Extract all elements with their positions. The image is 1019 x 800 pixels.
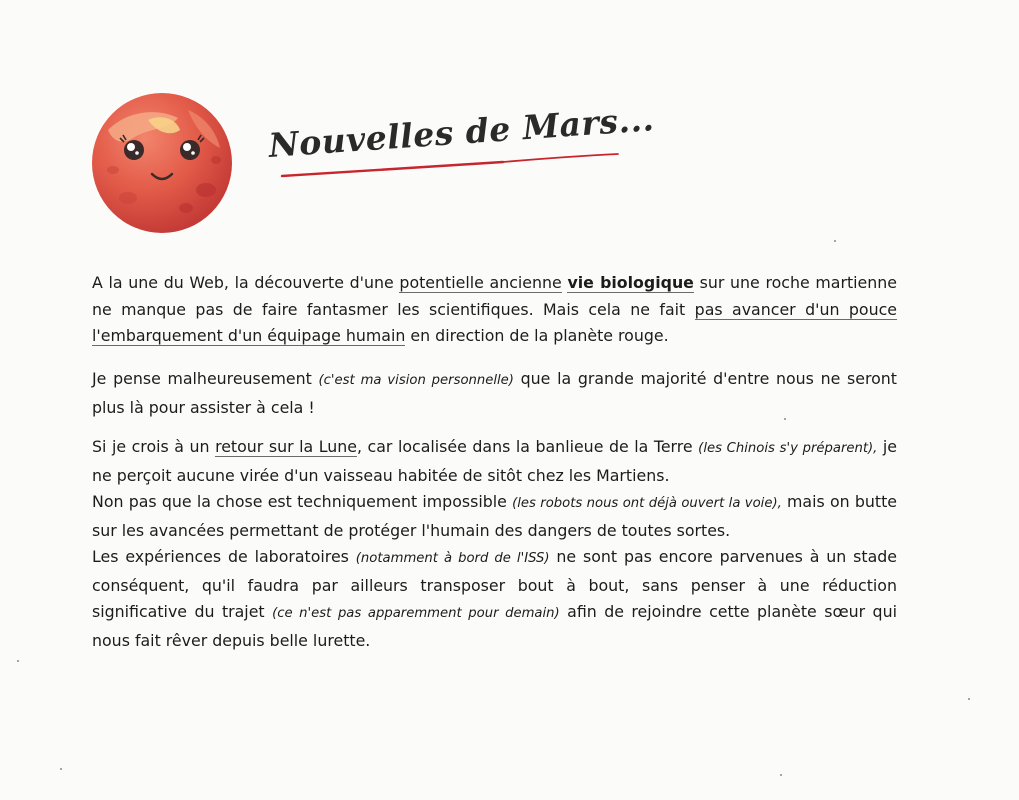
paragraph-intro: [92, 270, 897, 350]
p5-italic-iss: (notamment à bord de l'ISS): [355, 551, 550, 566]
p3-underlined-lune: retour sur la Lune: [215, 437, 357, 456]
scan-speck: [780, 774, 782, 776]
scan-speck: [834, 240, 836, 242]
paragraph-details: [92, 434, 897, 654]
p4-text-a: Non pas que la chose est techniquement impossible: [92, 492, 513, 511]
p1-bold-vie-biologique: vie biologique: [567, 273, 694, 292]
scan-speck: [60, 768, 62, 770]
p5-text-e: afin de rejoindre cette planète sœur qui nous fait rêver depuis belle lurette.: [92, 602, 897, 650]
p1-text-g: en direction de la planète rouge.: [405, 326, 669, 345]
p5-text-a: Les expériences de laboratoires: [92, 547, 356, 566]
p3-text-c: , car localisée dans la banlieue de la Terre: [357, 437, 699, 456]
paragraph-opinion: [92, 366, 897, 421]
p3-line-lune: [92, 434, 897, 489]
scan-speck: [784, 418, 786, 420]
scan-speck: [968, 698, 970, 700]
p5-text-c: ne sont pas encore parvenues à un stade conséquent, qu'il faudra par ailleurs transposer bout à bout, sans penser à une réduction significative du trajet: [92, 547, 898, 621]
title-underline: [278, 146, 648, 186]
p4-italic-robots: (les robots nous ont déjà ouvert la voie),: [512, 496, 782, 511]
p1-underlined-embarquement: pas avancer d'un pouce l'embarquement d'un équipage humain: [92, 299, 898, 345]
p1-text-e: sur une roche martienne ne manque pas de faire fantasmer les scientifiques. Mais cela ne fait: [92, 273, 897, 319]
p2-text-c: que la grande majorité d'entre nous ne seront plus là pour assister à cela !: [92, 369, 898, 417]
p3-italic-chinois: (les Chinois s'y préparent),: [698, 441, 878, 456]
scan-speck: [17, 660, 19, 662]
p4-text-c: mais on butte sur les avancées permettant de protéger l'humain des dangers de toutes sortes.: [92, 492, 897, 540]
p3-line-experiences: [92, 544, 897, 654]
p3-text-e: je ne perçoit aucune virée d'un vaisseau habitée de sitôt chez les Martiens.: [92, 437, 898, 485]
page-title: Nouvelles de Mars...: [267, 99, 656, 165]
mars-planet-icon: [88, 90, 236, 236]
p1-text-a: A la une du Web, la découverte d'une: [92, 273, 400, 292]
p2-italic-note: (c'est ma vision personnelle): [318, 373, 514, 388]
p3-line-robots: [92, 489, 897, 544]
p1-underlined-potential: potentielle ancienne: [399, 273, 562, 292]
p2-text-a: Je pense malheureusement: [92, 369, 319, 388]
p5-italic-demain: (ce n'est pas apparemment pour demain): [272, 606, 560, 621]
p3-text-a: Si je crois à un: [92, 437, 216, 456]
